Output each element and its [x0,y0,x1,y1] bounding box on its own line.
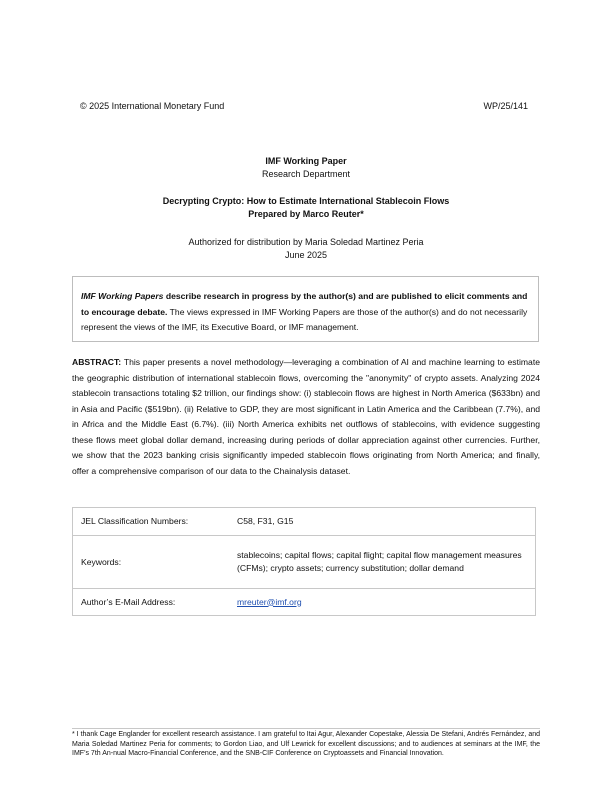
disclaimer-lead: IMF Working Papers [81,291,164,301]
table-row [73,536,536,589]
abstract [72,355,540,479]
metadata-table [72,507,536,616]
table-row [73,508,536,536]
disclaimer-text: The views expressed in IMF Working Papers are those of the author(s) and do not necessarily represent the views of the IMF, its Executive Board, or IMF management. [81,306,528,332]
footnote: * I thank Cage Englander for excellent research assistance. I am grateful to Itai Agur, Alexander Copestake, Alessia De Stefani, Andrés Fernández, and Maria Soledad Martinez Peria for comments; to Gordon Liao, and Ulf Lewrick for excellent discussions; and to audiences at seminars at the IMF, the IMF’s 7th An-nual Macro-Financial Conference, and the SNB-CIF Conference on Cryptoassets and Financial Innovation. [72,731,540,757]
publication-date: June 2025 [284,250,328,260]
email-label: Author’s E-Mail Address: [73,589,230,616]
department: Research Department [261,169,351,179]
email-link[interactable]: mreuter@imf.org [237,596,302,607]
abstract-label: ABSTRACT: [72,357,122,367]
paper-title: Decrypting Crypto: How to Estimate International Stablecoin Flows [162,196,450,206]
jel-value: C58, F31, G15 [229,508,536,536]
prepared-by: Prepared by Marco Reuter* [248,209,364,219]
authorized-by: Authorized for distribution by Maria Soledad Martinez Peria [188,237,424,247]
footnote-divider [72,728,540,729]
table-row [73,589,536,616]
disclaimer-bold: describe research in progress by the author(s) and are published to elicit comments and to encourage debate. [81,291,528,317]
jel-label: JEL Classification Numbers: [73,508,230,536]
email-cell [229,589,536,616]
disclaimer-box [72,276,539,342]
paper-number: WP/25/141 [483,101,528,111]
abstract-text: This paper presents a novel methodology—leveraging a combination of AI and machine learning to estimate the geographic distribution of international stablecoin flows, overcoming the "anonymity" of crypto assets. Analyzing 2024 stablecoin transactions totaling $2 trillion, our findings show: (i) stablecoin flows are highest in North America ($633bn) and in Asia and Pacific ($519bn). (ii) Relative to GDP, they are most significant in Latin America and the Caribbean (7.7%), and in Africa and the Middle East (6.7%). (iii) North America exhibits net outflows of stablecoins, with evidence suggesting these flows meet global dollar demand, increasing during periods of dollar appreciation against other currencies. Further, we show that the 2023 banking crisis significantly impeded stablecoin flows originating from North America; and finally, offer a comprehensive comparison of our data to the Chainalysis dataset. [72,357,540,476]
series-title: IMF Working Paper [265,156,347,166]
keywords-value: stablecoins; capital flows; capital flight; capital flow management measures (CFMs); crypto assets; currency substitution; dollar demand [229,536,536,589]
keywords-label: Keywords: [73,536,230,589]
copyright-notice: © 2025 International Monetary Fund [80,101,225,111]
